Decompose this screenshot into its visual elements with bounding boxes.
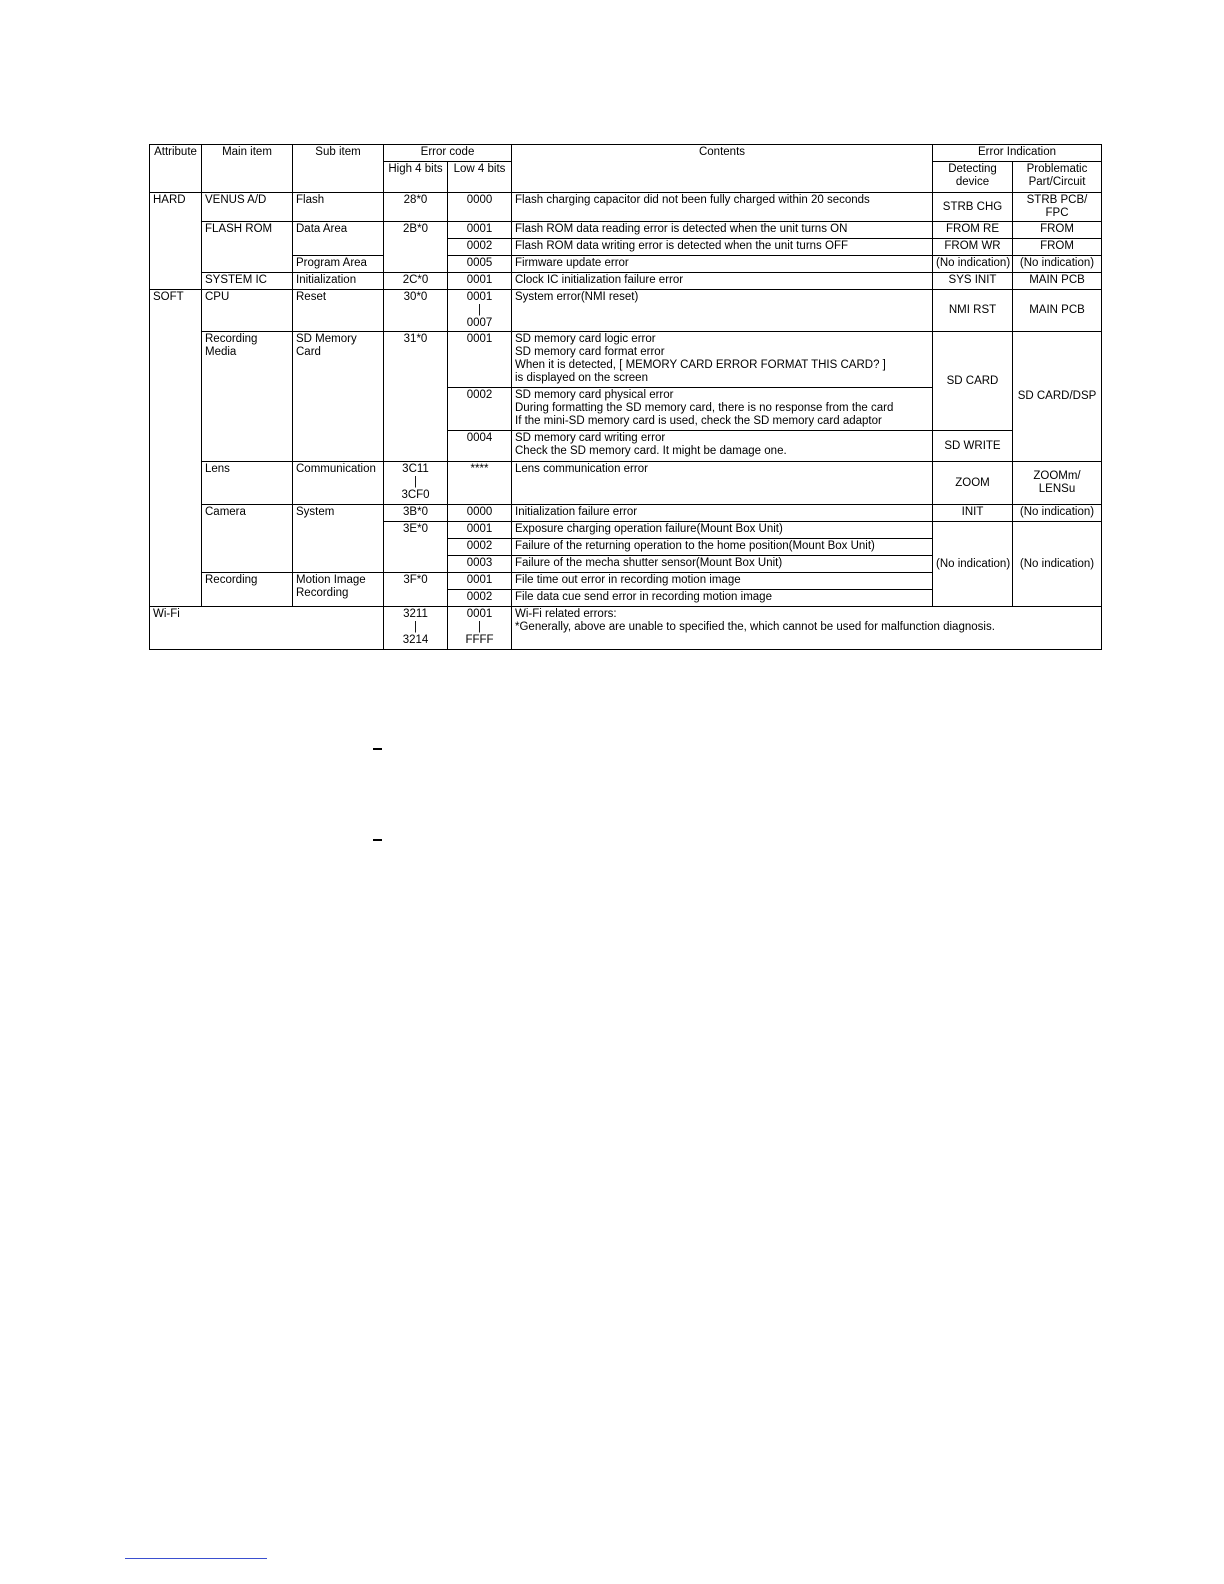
contents: File data cue send error in recording motion image — [512, 590, 933, 607]
problematic-part: (No indication) — [1013, 522, 1102, 607]
main-item: Lens — [202, 462, 293, 505]
sub-item: Communication — [293, 462, 384, 505]
low-bits: 0000 — [448, 193, 512, 222]
table-row — [150, 193, 1102, 222]
detecting-device: (No indication) — [933, 256, 1013, 273]
dash-mark — [373, 748, 382, 750]
attribute-wifi: Wi-Fi — [150, 607, 384, 650]
low-bits: 0002 — [448, 590, 512, 607]
attribute-hard: HARD — [150, 193, 202, 290]
problematic-part: STRB PCB/ FPC — [1013, 193, 1102, 222]
contents: SD memory card logic error SD memory card format error When it is detected, [ MEMORY CARD ERROR FORMAT THIS CARD? ] is displayed on the screen — [512, 332, 933, 388]
table-row — [150, 505, 1102, 522]
low-bits: 0001 | FFFF — [448, 607, 512, 650]
problematic-part: FROM — [1013, 222, 1102, 239]
header-row — [150, 145, 1102, 162]
contents: Exposure charging operation failure(Mount Box Unit) — [512, 522, 933, 539]
detecting-device: FROM RE — [933, 222, 1013, 239]
detecting-device: SYS INIT — [933, 273, 1013, 290]
detecting-device: (No indication) — [933, 522, 1013, 607]
low-bits: **** — [448, 462, 512, 505]
footer-rule — [125, 1558, 267, 1559]
header-low-bits: Low 4 bits — [448, 162, 512, 193]
low-bits: 0001 — [448, 522, 512, 539]
low-bits: 0001 | 0007 — [448, 290, 512, 332]
sub-item: Initialization — [293, 273, 384, 290]
dash-mark — [373, 839, 382, 841]
high-bits: 31*0 — [384, 332, 448, 462]
high-bits: 3B*0 — [384, 505, 448, 522]
high-bits: 28*0 — [384, 193, 448, 222]
detecting-device: SD WRITE — [933, 431, 1013, 462]
detecting-device: NMI RST — [933, 290, 1013, 332]
header-attribute: Attribute — [150, 145, 202, 193]
contents: Clock IC initialization failure error — [512, 273, 933, 290]
table-row — [150, 273, 1102, 290]
sub-item: Motion Image Recording — [293, 573, 384, 607]
table-row — [150, 222, 1102, 239]
sub-item: System — [293, 505, 384, 573]
high-bits: 2B*0 — [384, 222, 448, 273]
main-item: SYSTEM IC — [202, 273, 293, 290]
main-item: Camera — [202, 505, 293, 573]
contents: Failure of the returning operation to the home position(Mount Box Unit) — [512, 539, 933, 556]
problematic-part: (No indication) — [1013, 256, 1102, 273]
table-row — [150, 462, 1102, 505]
header-error-indication: Error Indication — [933, 145, 1102, 162]
high-bits: 3C11 | 3CF0 — [384, 462, 448, 505]
sub-item: SD Memory Card — [293, 332, 384, 462]
main-item: FLASH ROM — [202, 222, 293, 273]
low-bits: 0002 — [448, 388, 512, 431]
problematic-part: FROM — [1013, 239, 1102, 256]
contents: Failure of the mecha shutter sensor(Mount Box Unit) — [512, 556, 933, 573]
sub-item: Flash — [293, 193, 384, 222]
contents: Flash charging capacitor did not been fully charged within 20 seconds — [512, 193, 933, 222]
detecting-device: SD CARD — [933, 332, 1013, 431]
header-error-code: Error code — [384, 145, 512, 162]
header-high-bits: High 4 bits — [384, 162, 448, 193]
low-bits: 0004 — [448, 431, 512, 462]
table-row — [150, 332, 1102, 388]
contents: Wi-Fi related errors: *Generally, above are unable to specified the, which cannot be used for malfunction diagnosis. — [512, 607, 1102, 650]
contents: Initialization failure error — [512, 505, 933, 522]
low-bits: 0001 — [448, 222, 512, 239]
table-row — [150, 256, 1102, 273]
header-problematic-part: Problematic Part/Circuit — [1013, 162, 1102, 193]
contents: Flash ROM data writing error is detected when the unit turns OFF — [512, 239, 933, 256]
header-main-item: Main item — [202, 145, 293, 193]
high-bits: 3E*0 — [384, 522, 448, 573]
contents: File time out error in recording motion image — [512, 573, 933, 590]
detecting-device: STRB CHG — [933, 193, 1013, 222]
contents: SD memory card writing error Check the SD memory card. It might be damage one. — [512, 431, 933, 462]
sub-item: Program Area — [293, 256, 384, 273]
low-bits: 0002 — [448, 539, 512, 556]
contents: Lens communication error — [512, 462, 933, 505]
low-bits: 0002 — [448, 239, 512, 256]
main-item: VENUS A/D — [202, 193, 293, 222]
problematic-part: MAIN PCB — [1013, 273, 1102, 290]
header-contents: Contents — [512, 145, 933, 193]
low-bits: 0000 — [448, 505, 512, 522]
high-bits: 3F*0 — [384, 573, 448, 607]
low-bits: 0001 — [448, 332, 512, 388]
attribute-soft: SOFT — [150, 290, 202, 607]
main-item: Recording Media — [202, 332, 293, 462]
detecting-device: INIT — [933, 505, 1013, 522]
error-code-table — [149, 144, 1102, 650]
table-row — [150, 607, 1102, 650]
high-bits: 2C*0 — [384, 273, 448, 290]
low-bits: 0005 — [448, 256, 512, 273]
contents: Flash ROM data reading error is detected when the unit turns ON — [512, 222, 933, 239]
table-row — [150, 290, 1102, 332]
low-bits: 0001 — [448, 573, 512, 590]
header-sub-item: Sub item — [293, 145, 384, 193]
low-bits: 0001 — [448, 273, 512, 290]
high-bits: 3211 | 3214 — [384, 607, 448, 650]
problematic-part: MAIN PCB — [1013, 290, 1102, 332]
header-detecting-device: Detecting device — [933, 162, 1013, 193]
problematic-part: (No indication) — [1013, 505, 1102, 522]
main-item: CPU — [202, 290, 293, 332]
problematic-part: SD CARD/DSP — [1013, 332, 1102, 462]
sub-item: Reset — [293, 290, 384, 332]
low-bits: 0003 — [448, 556, 512, 573]
main-item: Recording — [202, 573, 293, 607]
sub-item: Data Area — [293, 222, 384, 256]
high-bits: 30*0 — [384, 290, 448, 332]
contents: SD memory card physical error During formatting the SD memory card, there is no response from the card If the mini-SD memory card is used, check the SD memory card adaptor — [512, 388, 933, 431]
detecting-device: FROM WR — [933, 239, 1013, 256]
detecting-device: ZOOM — [933, 462, 1013, 505]
problematic-part: ZOOMm/ LENSu — [1013, 462, 1102, 505]
contents: Firmware update error — [512, 256, 933, 273]
contents: System error(NMI reset) — [512, 290, 933, 332]
